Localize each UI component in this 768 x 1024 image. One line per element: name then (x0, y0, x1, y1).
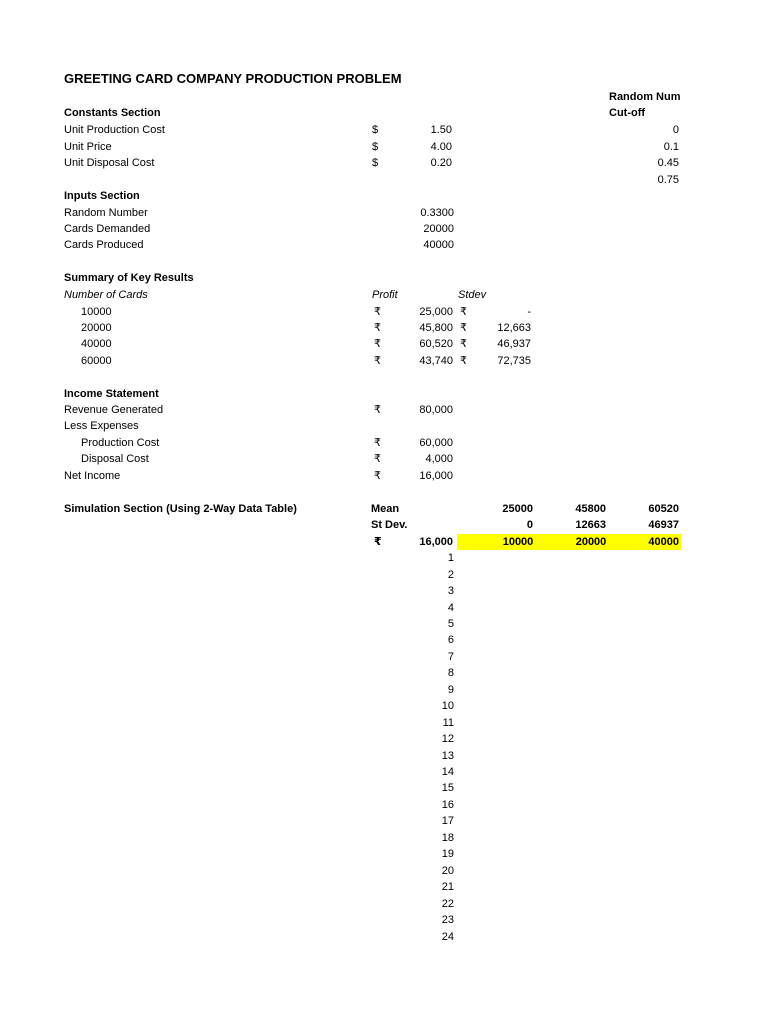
revenue-label: Revenue Generated (64, 404, 164, 416)
cutoff-value: 0.1 (663, 141, 679, 153)
income-heading: Income Statement (64, 388, 159, 400)
trial-number: 2 (447, 569, 454, 581)
summary-col-cards: Number of Cards (64, 289, 148, 301)
trial-number: 11 (442, 717, 454, 729)
cutoff-value: 0.75 (657, 174, 679, 186)
currency-symbol: ₹ (374, 453, 381, 465)
trial-number: 6 (447, 634, 454, 646)
trial-number: 23 (441, 914, 454, 926)
inputs-heading: Inputs Section (64, 190, 140, 202)
summary-cards: 20000 (81, 322, 112, 334)
currency-symbol: ₹ (460, 322, 467, 334)
net-income-value: 16,000 (419, 470, 453, 482)
currency-symbol: ₹ (374, 322, 381, 334)
mean-value: 25000 (502, 503, 533, 515)
summary-cards: 60000 (81, 355, 112, 367)
mean-value: 60520 (648, 503, 679, 515)
currency-symbol: $ (372, 157, 379, 169)
trial-number: 5 (447, 618, 454, 630)
less-expenses-label: Less Expenses (64, 420, 139, 432)
constant-value: 0.20 (430, 157, 452, 169)
mean-value: 45800 (575, 503, 606, 515)
trial-number: 16 (441, 799, 454, 811)
trial-number: 20 (441, 865, 454, 877)
trial-number: 18 (441, 832, 454, 844)
constant-value: 1.50 (430, 124, 452, 136)
trial-number: 19 (441, 848, 454, 860)
corner-value: 16,000 (419, 536, 453, 548)
summary-col-stdev: Stdev (458, 289, 487, 301)
summary-cards: 40000 (81, 338, 112, 350)
trial-number: 10 (441, 700, 454, 712)
trial-number: 17 (441, 815, 454, 827)
production-cost-label: Production Cost (81, 437, 160, 449)
summary-heading: Summary of Key Results (64, 272, 194, 284)
constants-heading: Constants Section (64, 107, 161, 119)
summary-col-profit: Profit (372, 289, 398, 301)
constant-label: Unit Disposal Cost (64, 157, 155, 169)
currency-symbol: ₹ (374, 470, 381, 482)
summary-cards: 10000 (81, 306, 112, 318)
trial-number: 14 (441, 766, 454, 778)
cards-value[interactable]: 40000 (648, 536, 679, 548)
input-label: Cards Demanded (64, 223, 151, 235)
trial-number: 24 (441, 931, 454, 943)
currency-symbol: ₹ (374, 306, 381, 318)
constant-label: Unit Price (64, 141, 112, 153)
disposal-cost-label: Disposal Cost (81, 453, 149, 465)
trial-number: 1 (447, 552, 454, 564)
currency-symbol: $ (372, 124, 379, 136)
trial-number: 21 (441, 881, 454, 893)
summary-profit: 43,740 (419, 355, 453, 367)
cutoff-value: 0 (672, 124, 679, 136)
currency-symbol: ₹ (374, 355, 381, 367)
net-income-label: Net Income (64, 470, 121, 482)
input-value[interactable]: 20000 (423, 223, 454, 235)
stdev-value: 12663 (575, 519, 606, 531)
currency-symbol: ₹ (374, 404, 381, 416)
summary-stdev: 72,735 (497, 355, 531, 367)
currency-symbol: $ (372, 141, 379, 153)
trial-number: 13 (441, 750, 454, 762)
trial-number: 15 (441, 782, 454, 794)
production-cost-value: 60,000 (419, 437, 453, 449)
cards-value[interactable]: 20000 (575, 536, 607, 548)
revenue-value: 80,000 (419, 404, 453, 416)
stdev-value: 46937 (648, 519, 679, 531)
input-label: Cards Produced (64, 239, 144, 251)
disposal-cost-value: 4,000 (425, 453, 453, 465)
cutoff-header-line2: Cut-off (609, 107, 646, 119)
trial-number: 4 (447, 602, 454, 614)
trial-number: 3 (447, 585, 454, 597)
input-label: Random Number (64, 207, 148, 219)
stdev-label: St Dev. (371, 519, 408, 531)
currency-symbol: ₹ (460, 306, 467, 318)
currency-symbol: ₹ (374, 536, 382, 548)
trial-number: 9 (447, 684, 454, 696)
cards-value[interactable]: 10000 (502, 536, 534, 548)
summary-profit: 60,520 (419, 338, 453, 350)
summary-stdev: - (527, 306, 531, 318)
currency-symbol: ₹ (374, 338, 381, 350)
trial-number: 22 (441, 898, 454, 910)
stdev-value: 0 (526, 519, 533, 531)
page-title: GREETING CARD COMPANY PRODUCTION PROBLEM (64, 71, 402, 86)
simulation-heading: Simulation Section (Using 2-Way Data Table) (64, 503, 297, 515)
mean-label: Mean (371, 503, 400, 515)
trial-number: 12 (441, 733, 454, 745)
cutoff-header-line1: Random Num (609, 91, 681, 103)
summary-stdev: 12,663 (497, 322, 531, 334)
currency-symbol: ₹ (374, 437, 381, 449)
constant-value: 4.00 (430, 141, 452, 153)
trial-number: 8 (447, 667, 454, 679)
summary-stdev: 46,937 (497, 338, 531, 350)
currency-symbol: ₹ (460, 338, 467, 350)
summary-profit: 45,800 (419, 322, 453, 334)
currency-symbol: ₹ (460, 355, 467, 367)
summary-profit: 25,000 (419, 306, 453, 318)
input-value[interactable]: 40000 (423, 239, 454, 251)
trial-number: 7 (447, 651, 454, 663)
constant-label: Unit Production Cost (64, 124, 165, 136)
input-value[interactable]: 0.3300 (420, 207, 454, 219)
cutoff-value: 0.45 (657, 157, 679, 169)
